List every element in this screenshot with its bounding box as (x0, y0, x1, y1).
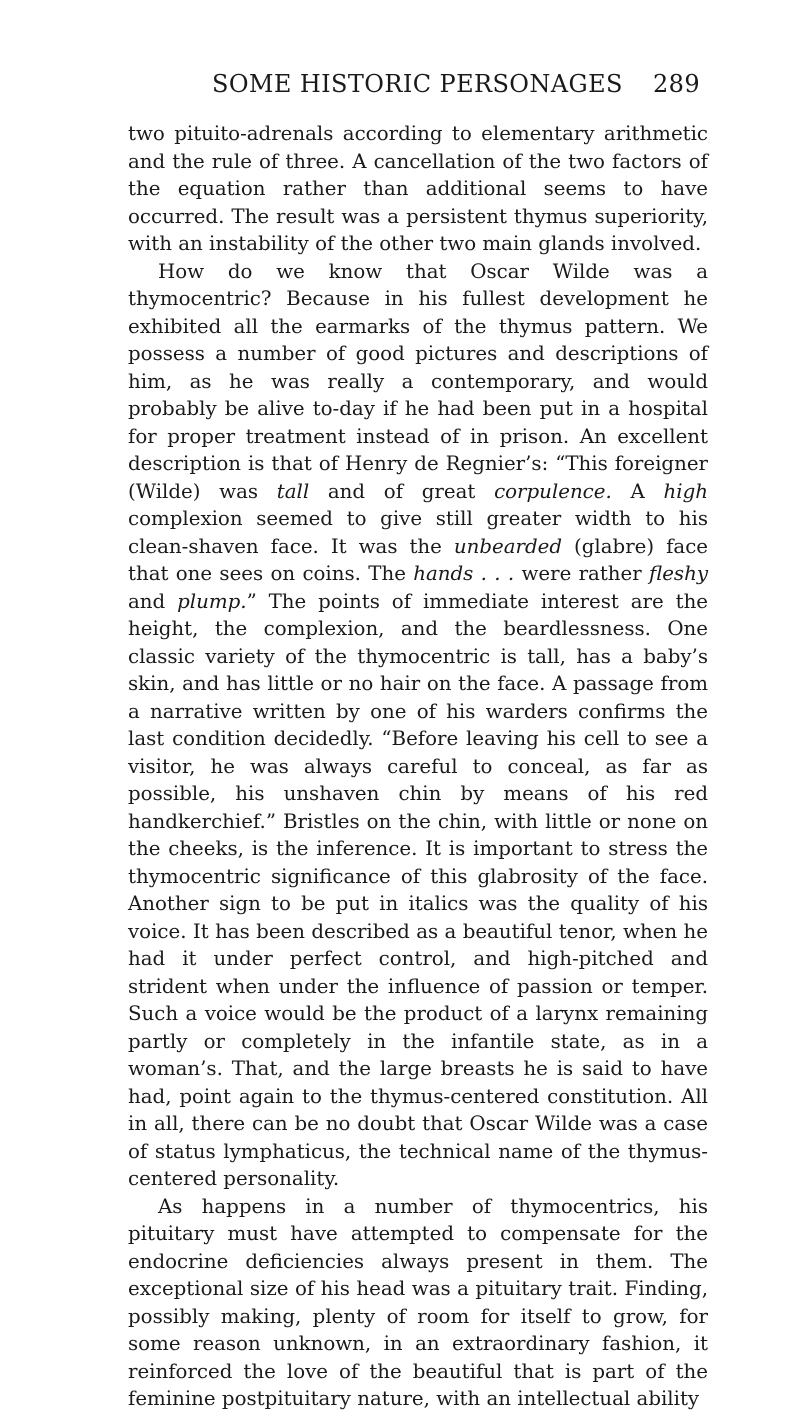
body-text (128, 120, 708, 1413)
italic-text: tall (276, 479, 310, 503)
text-segment: were rather (514, 562, 650, 585)
text-segment: ” The points of immediate interest are the height, the complexion, and the beardlessness. One classic variety of the thymocentric is tall, has a baby’s skin, and has little or no hair on the face. A passage from a narrative written by one of his warders confirms the last condition decidedly. “Before leaving his cell to see a visitor, he was always careful to conceal, as far as possible, his unshaven chin by means of his red handkerchief.” Bristles on the chin, with little or none on the cheeks, is the inference. It is important to stress the thymocentric significance of this glabrosity of the face. Another sign to be put in italics was the quality of his voice. It has been described as a beautiful tenor, when he had it under perfect control, and high-pitched and strident when under the influence of passion or temper. Such a voice would be the product of a larynx remaining partly or completely in the infantile state, as in a woman’s. That, and the large breasts he is said to have had, point again to the thymus-centered constitution. All in all, there can be no doubt that Oscar Wilde was a case of status lymphaticus, the technical name of the thymus-centered personality. (128, 589, 709, 1190)
paragraph-3 (128, 1193, 708, 1413)
text-segment: and of great (309, 479, 495, 503)
italic-text: unbearded (453, 534, 563, 558)
text-segment: As happens in a number of thymocentrics, his pituitary must have attempted to compensate for the endocrine deficiencies always present in them. The exceptional size of his head was a pituitary trait. Finding, possibly making, plenty of room for itself to grow, for some reason unknown, in an extraordinary fashion, it reinforced the love of the beautiful that is part of the feminine postpituitary nature, with an intellectual ability (128, 1194, 708, 1410)
italic-text: high (663, 479, 708, 503)
running-head (128, 66, 700, 102)
text-segment: (glabre) face that one sees on coins. The (128, 534, 708, 585)
text-segment: A (611, 479, 664, 503)
text-segment: How do we know that Oscar Wilde was a thymocentric? Because in his fullest development he exhibited all the earmarks of the thymus pattern. We possess a number of good pictures and descriptions of him, as he was really a contemporary, and would probably be alive to-day if he had been put in a hospital for proper treatment instead of in prison. An excellent description is that of Henry de Regnier’s: “This foreigner (Wilde) was (128, 259, 708, 503)
italic-text: fleshy (649, 562, 708, 585)
page-number: 289 (652, 70, 700, 98)
italic-text: hands . . . (413, 562, 515, 585)
paragraph-1 (128, 120, 708, 258)
text-segment: complexion seemed to give still greater width to his clean-shaven face. It was the (128, 507, 708, 558)
text-segment: two pituito-adrenals according to elementary arithmetic and the rule of three. A cancellation of the two factors of the equation rather than additional seems to have occurred. The result was a persistent thymus superiority, with an instability of the other two main glands involved. (128, 122, 708, 255)
italic-text: corpulence. (494, 479, 612, 503)
running-title: SOME HISTORIC PERSONAGES (212, 70, 623, 98)
italic-text: plump. (177, 589, 247, 613)
paragraph-2 (128, 258, 708, 1193)
text-segment: and (128, 589, 178, 613)
